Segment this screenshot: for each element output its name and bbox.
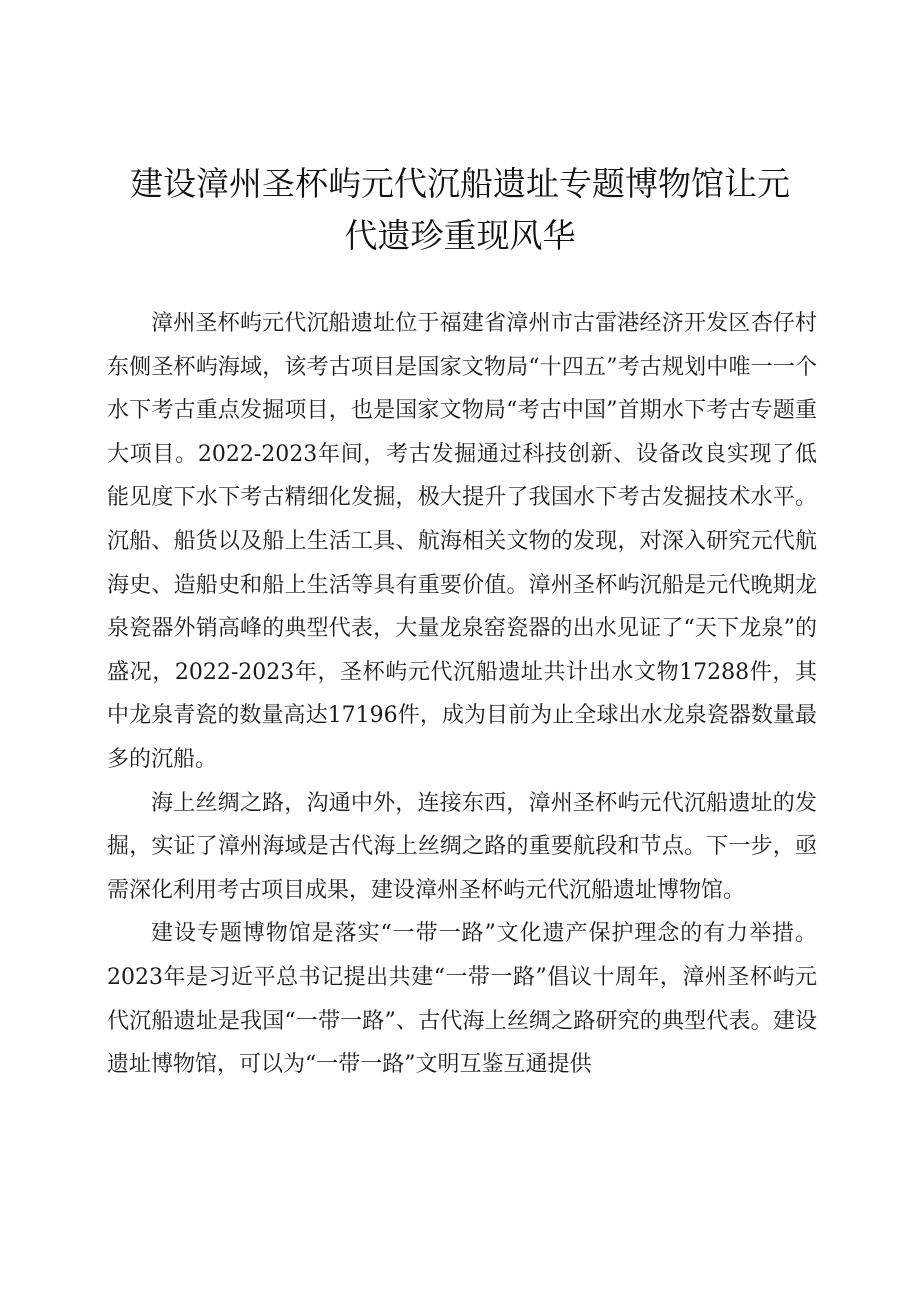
article-body [107, 302, 817, 1087]
paragraph-2: 海上丝绸之路，沟通中外，连接东西，漳州圣杯屿元代沉船遗址的发掘，实证了漳州海域是古代海上丝绸之路的重要航段和节点。下一步，亟需深化利用考古项目成果，建设漳州圣杯屿元代沉船遗址博物馆。 [107, 790, 817, 903]
paragraph-3: 建设专题博物馆是落实“一带一路”文化遗产保护理念的有力举措。2023年是习近平总书记提出共建“一带一路”倡议十周年，漳州圣杯屿元代沉船遗址是我国“一带一路”、古代海上丝绸之路研究的典型代表。建设遗址博物馆，可以为“一带一路”文明互鉴互通提供 [107, 921, 817, 1078]
page-title [100, 158, 820, 262]
title-line-2: 代遗珍重现风华 [344, 216, 576, 255]
paragraph-1: 漳州圣杯屿元代沉船遗址位于福建省漳州市古雷港经济开发区杏仔村东侧圣杯屿海域，该考古项目是国家文物局“十四五”考古规划中唯一一个水下考古重点发掘项目，也是国家文物局“考古中国”首期水下考古专题重大项目。2022-2023年间，考古发掘通过科技创新、设备改良实现了低能见度下水下考古精细化发掘，极大提升了我国水下考古发掘技术水平。沉船、船货以及船上生活工具、航海相关文物的发现，对深入研究元代航海史、造船史和船上生活等具有重要价值。漳州圣杯屿沉船是元代晚期龙泉瓷器外销高峰的典型代表，大量龙泉窑瓷器的出水见证了“天下龙泉”的盛况，2022-2023年，圣杯屿元代沉船遗址共计出水文物17288件，其中龙泉青瓷的数量高达17196件，成为目前为止全球出水龙泉瓷器数量最多的沉船。 [107, 311, 817, 772]
title-line-1: 建设漳州圣杯屿元代沉船遗址专题博物馆让元 [130, 164, 790, 203]
